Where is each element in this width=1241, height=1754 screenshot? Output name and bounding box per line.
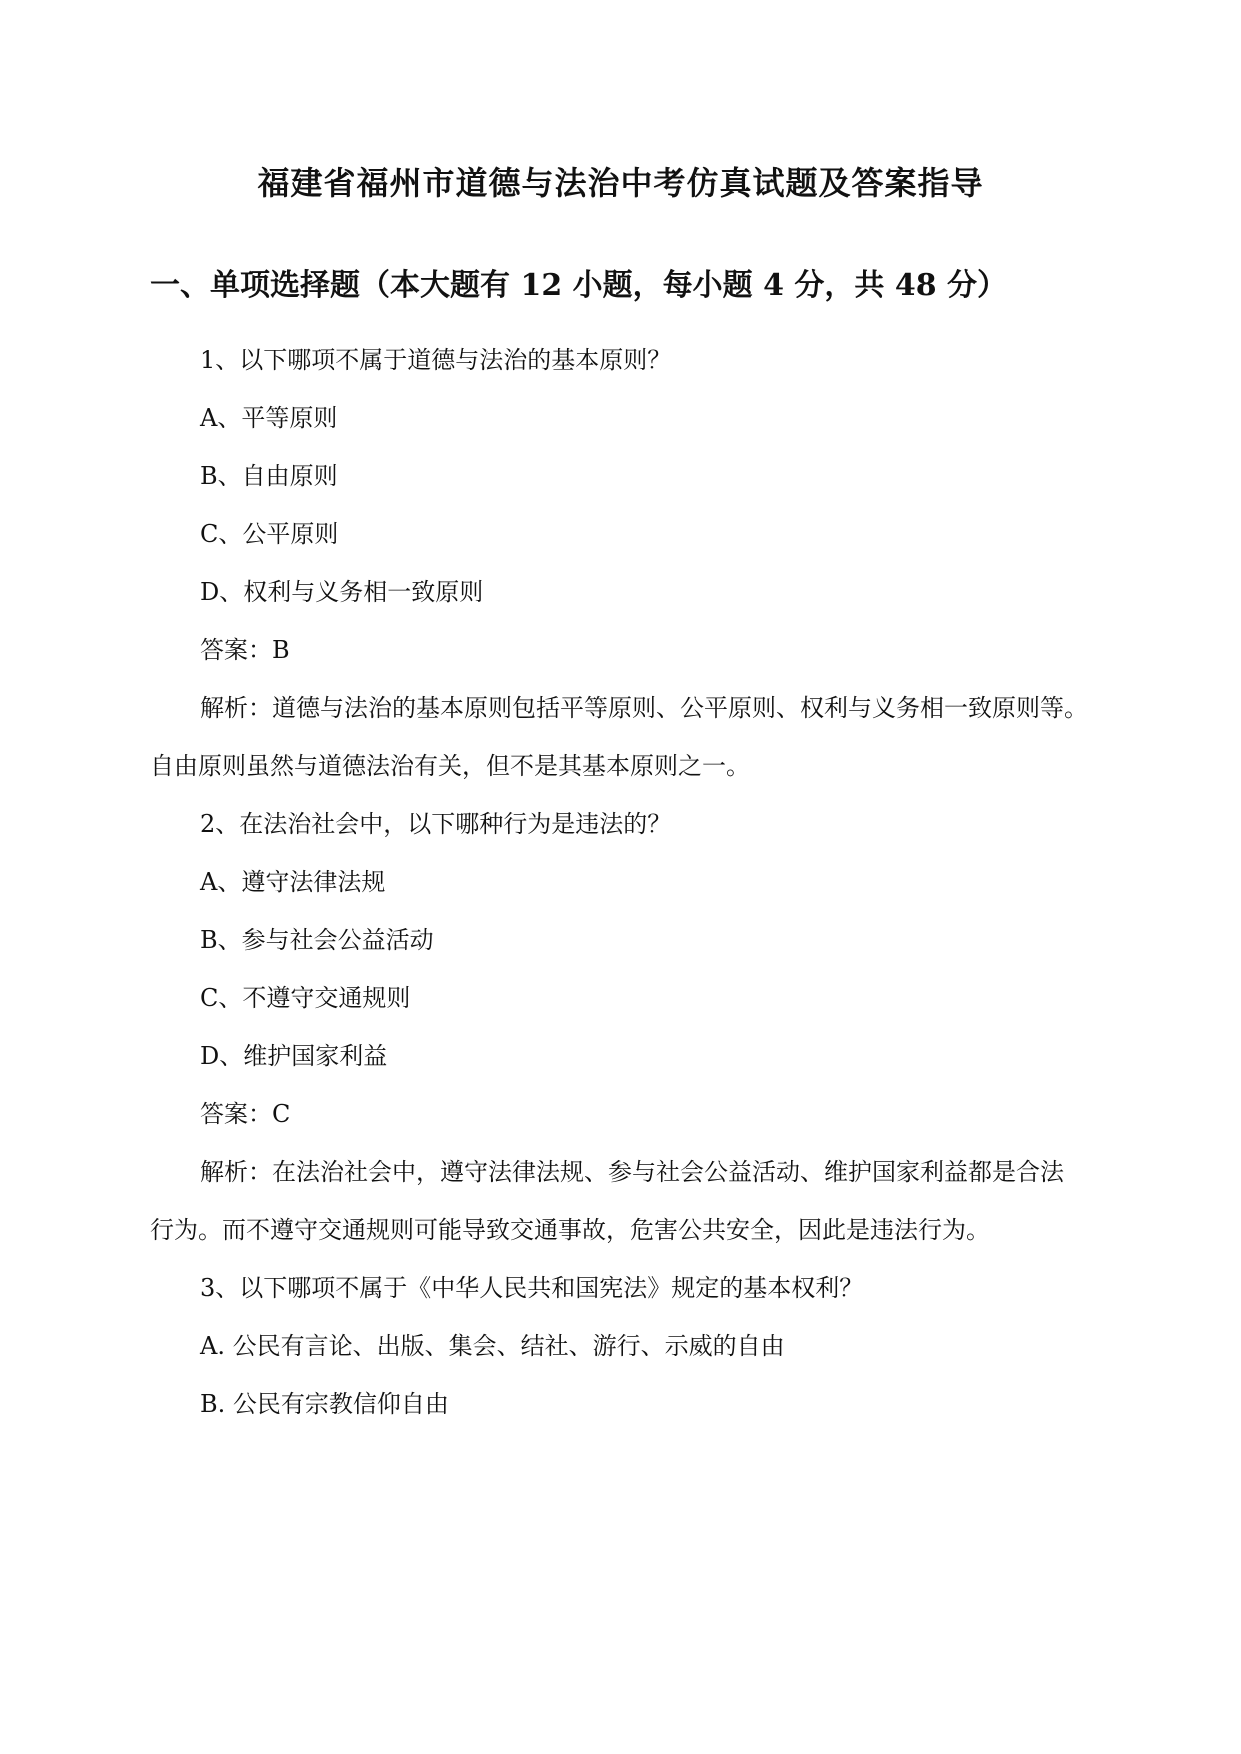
question-1-analysis-line1: 解析：道德与法治的基本原则包括平等原则、公平原则、权利与义务相一致原则等。 (200, 694, 1088, 722)
question-1-stem: 1、以下哪项不属于道德与法治的基本原则？ (200, 346, 672, 374)
question-1-option-c: C、公平原则 (200, 520, 339, 548)
question-2-option-b: B、参与社会公益活动 (200, 926, 434, 954)
question-1-option-a: A、平等原则 (200, 404, 338, 432)
question-2-option-d: D、维护国家利益 (200, 1042, 388, 1070)
question-3-stem: 3、以下哪项不属于《中华人民共和国宪法》规定的基本权利？ (200, 1274, 864, 1302)
question-2-option-c: C、不遵守交通规则 (200, 984, 411, 1012)
question-1-option-d: D、权利与义务相一致原则 (200, 578, 484, 606)
question-3-option-b: B. 公民有宗教信仰自由 (200, 1390, 449, 1418)
question-1-option-b: B、自由原则 (200, 462, 338, 490)
section-heading: 一、单项选择题（本大题有 12 小题，每小题 4 分，共 48 分） (150, 268, 1008, 303)
question-2-answer: 答案：C (200, 1100, 291, 1128)
question-2-analysis-line1: 解析：在法治社会中，遵守法律法规、参与社会公益活动、维护国家利益都是合法 (200, 1158, 1064, 1186)
question-2-option-a: A、遵守法律法规 (200, 868, 386, 896)
question-2-analysis-line2: 行为。而不遵守交通规则可能导致交通事故，危害公共安全，因此是违法行为。 (150, 1216, 990, 1244)
question-1-answer: 答案：B (200, 636, 290, 664)
question-1-analysis-line2: 自由原则虽然与道德法治有关，但不是其基本原则之一。 (150, 752, 750, 780)
document-title: 福建省福州市道德与法治中考仿真试题及答案指导 (257, 164, 984, 202)
question-2-stem: 2、在法治社会中，以下哪种行为是违法的？ (200, 810, 672, 838)
question-3-option-a: A. 公民有言论、出版、集会、结社、游行、示威的自由 (200, 1332, 785, 1360)
